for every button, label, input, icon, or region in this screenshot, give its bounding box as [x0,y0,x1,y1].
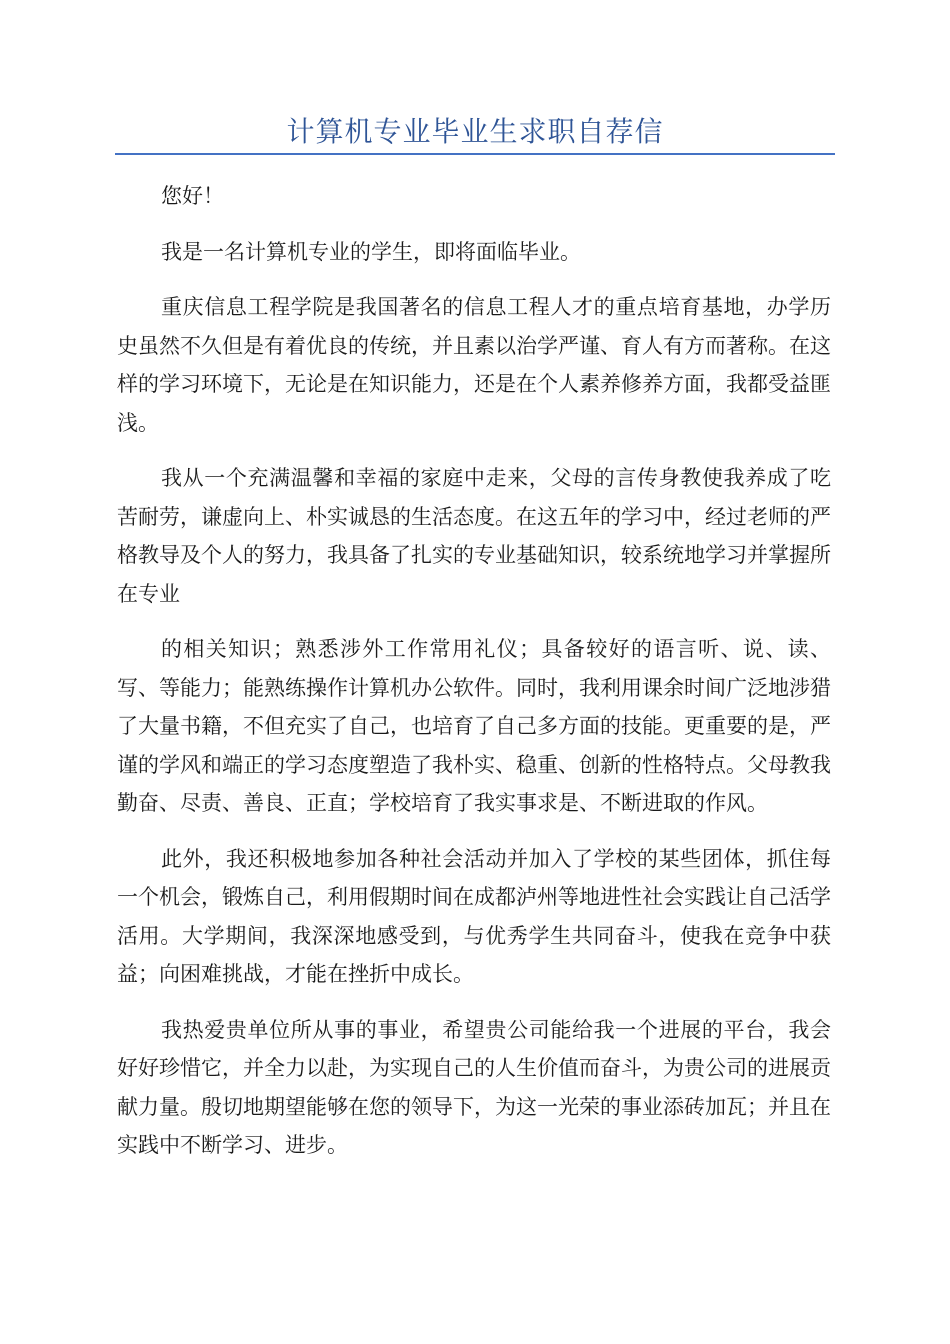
greeting-paragraph: 您好！ [161,184,224,208]
background-paragraph: 我从一个充满温馨和幸福的家庭中走来，父母的言传身教使我养成了吃苦耐劳，谦虚向上、朴实诚恳的生活态度。在这五年的学习中，经过老师的严格教导及个人的努力，我具备了扎实的专业基础知识，较系统地学习并掌握所在专业 [117,466,831,606]
activities-paragraph: 此外，我还积极地参加各种社会活动并加入了学校的某些团体，抓住每一个机会，锻炼自己，利用假期时间在成都泸州等地进性社会实践让自己活学活用。大学期间，我深深地感受到，与优秀学生共同奋斗，使我在竞争中获益；向困难挑战，才能在挫折中成长。 [117,846,831,986]
document-title: 计算机专业毕业生求职自荐信 [286,115,664,148]
school-paragraph: 重庆信息工程学院是我国著名的信息工程人才的重点培育基地，办学历史虽然不久但是有着优良的传统，并且素以治学严谨、育人有方而著称。在这样的学习环境下，无论是在知识能力，还是在个人素养修养方面，我都受益匪浅。 [117,295,831,435]
intro-paragraph: 我是一名计算机专业的学生，即将面临毕业。 [161,239,581,264]
skills-paragraph: 的相关知识；熟悉涉外工作常用礼仪；具备较好的语言听、说、读、写、等能力；能熟练操作计算机办公软件。同时，我利用课余时间广泛地涉猎了大量书籍，不但充实了自己，也培育了自己多方面的技能。更重要的是，严谨的学风和端正的学习态度塑造了我朴实、稳重、创新的性格特点。父母教我勤奋、尽责、善良、正直；学校培育了我实事求是、不断进取的作风。 [117,637,831,815]
title-underline [115,153,835,155]
closing-paragraph: 我热爱贵单位所从事的事业，希望贵公司能给我一个进展的平台，我会好好珍惜它，并全力以赴，为实现自己的人生价值而奋斗，为贵公司的进展贡献力量。殷切地期望能够在您的领导下，为这一光荣的事业添砖加瓦；并且在实践中不断学习、进步。 [117,1017,831,1157]
letter-body [117,177,831,1182]
